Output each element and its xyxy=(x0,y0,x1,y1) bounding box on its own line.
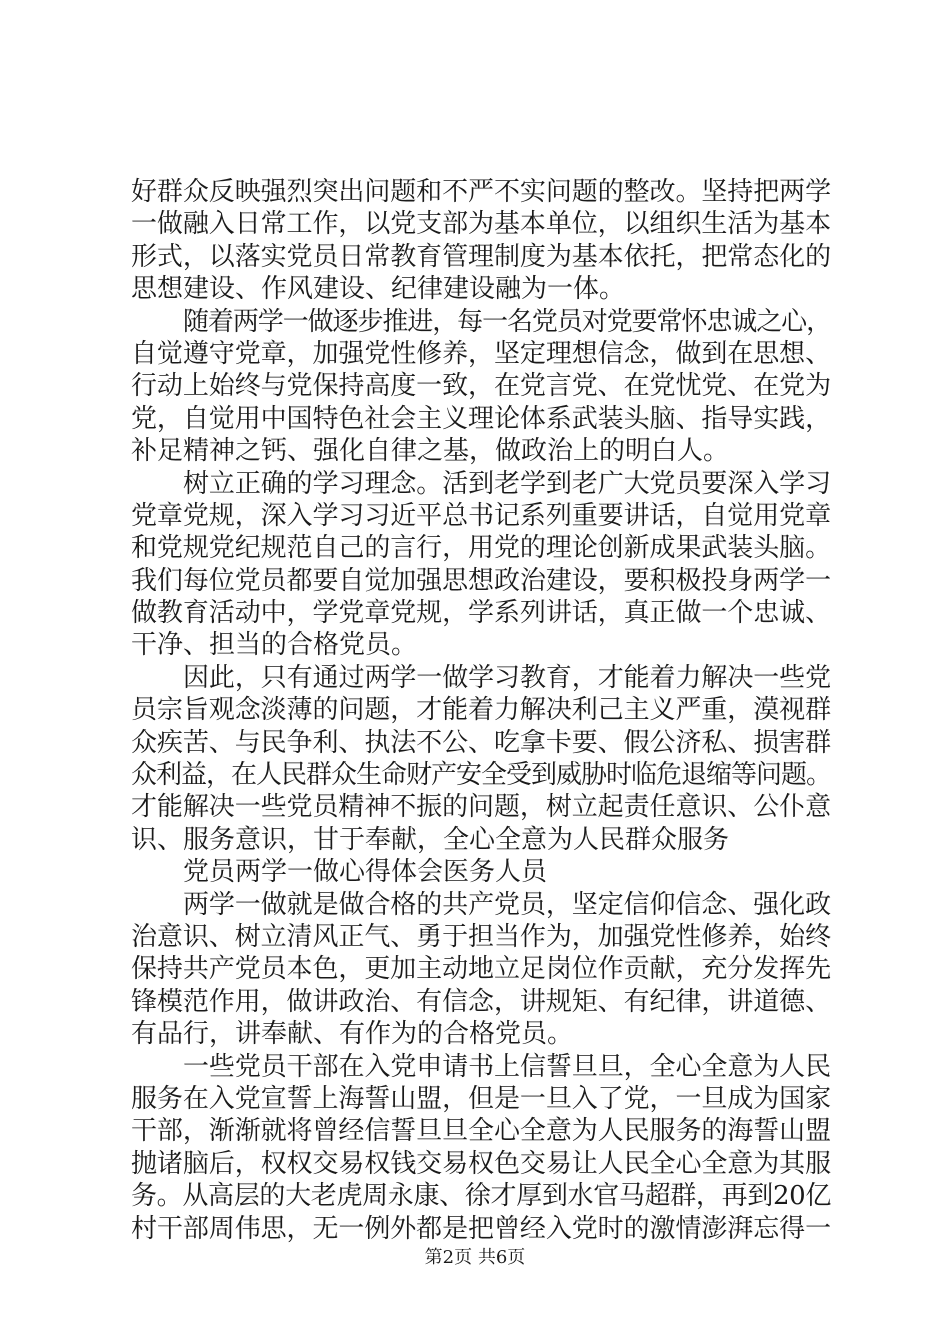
text-line: 两学一做就是做合格的共产党员，坚定信仰信念、强化政 xyxy=(183,889,832,920)
text-line: 树立正确的学习理念。活到老学到老广大党员要深入学习 xyxy=(183,468,832,499)
text-line: 众利益，在人民群众生命财产安全受到威胁时临危退缩等问题。 xyxy=(131,760,832,791)
text-line: 干净、担当的合格党员。 xyxy=(131,630,418,661)
text-line: 思想建设、作风建设、纪律建设融为一体。 xyxy=(131,274,626,305)
text-line: 做教育活动中，学党章党规，学系列讲话，真正做一个忠诚、 xyxy=(131,598,832,629)
text-line: 村干部周伟思，无一例外都是把曾经入党时的激情澎湃忘得一 xyxy=(131,1213,832,1244)
text-line: 保持共产党员本色，更加主动地立足岗位作贡献，充分发挥先 xyxy=(131,954,832,985)
text-line: 识、服务意识，甘于奉献，全心全意为人民群众服务 xyxy=(131,824,730,855)
text-line: 因此，只有通过两学一做学习教育，才能着力解决一些党 xyxy=(183,662,832,693)
text-line: 抛诸脑后，权权交易权钱交易权色交易让人民全心全意为其服 xyxy=(131,1148,832,1179)
page-number-footer: 第2页 共6页 xyxy=(424,1247,526,1268)
text-line: 锋模范作用，做讲政治、有信念，讲规矩、有纪律，讲道德、 xyxy=(131,986,832,1017)
text-line: 有品行，讲奉献、有作为的合格党员。 xyxy=(131,1019,574,1050)
document-body xyxy=(131,176,831,1245)
text-line: 一些党员干部在入党申请书上信誓旦旦，全心全意为人民 xyxy=(183,1051,832,1082)
text-line: 治意识、树立清风正气、勇于担当作为，加强党性修养，始终 xyxy=(131,921,832,952)
text-line: 干部，渐渐就将曾经信誓旦旦全心全意为人民服务的海誓山盟 xyxy=(131,1116,832,1147)
text-line: 才能解决一些党员精神不振的问题，树立起责任意识、公仆意 xyxy=(131,792,832,823)
text-line: 服务在入党宣誓上海誓山盟，但是一旦入了党，一旦成为国家 xyxy=(131,1083,832,1114)
text-line: 行动上始终与党保持高度一致，在党言党、在党忧党、在党为 xyxy=(131,371,832,402)
text-line: 一做融入日常工作，以党支部为基本单位，以组织生活为基本 xyxy=(131,209,832,240)
text-line: 务。从高层的大老虎周永康、徐才厚到水官马超群，再到20亿 xyxy=(131,1181,832,1212)
text-line: 补足精神之钙、强化自律之基，做政治上的明白人。 xyxy=(131,436,730,467)
text-line: 党员两学一做心得体会医务人员 xyxy=(183,857,548,888)
text-line: 党，自觉用中国特色社会主义理论体系武装头脑、指导实践， xyxy=(131,403,832,434)
text-line: 形式，以落实党员日常教育管理制度为基本依托，把常态化的 xyxy=(131,241,832,272)
text-line: 员宗旨观念淡薄的问题，才能着力解决利己主义严重，漠视群 xyxy=(131,695,832,726)
text-line: 好群众反映强烈突出问题和不严不实问题的整改。坚持把两学 xyxy=(131,177,832,207)
text-line: 我们每位党员都要自觉加强思想政治建设，要积极投身两学一 xyxy=(131,565,832,596)
text-line: 自觉遵守党章，加强党性修养，坚定理想信念，做到在思想、 xyxy=(131,338,832,369)
text-line: 众疾苦、与民争利、执法不公、吃拿卡要、假公济私、损害群 xyxy=(131,727,832,758)
text-line: 党章党规，深入学习习近平总书记系列重要讲话，自觉用党章 xyxy=(131,500,832,531)
text-line: 和党规党纪规范自己的言行，用党的理论创新成果武装头脑。 xyxy=(131,533,832,564)
text-line: 随着两学一做逐步推进，每一名党员对党要常怀忠诚之心， xyxy=(183,306,832,337)
